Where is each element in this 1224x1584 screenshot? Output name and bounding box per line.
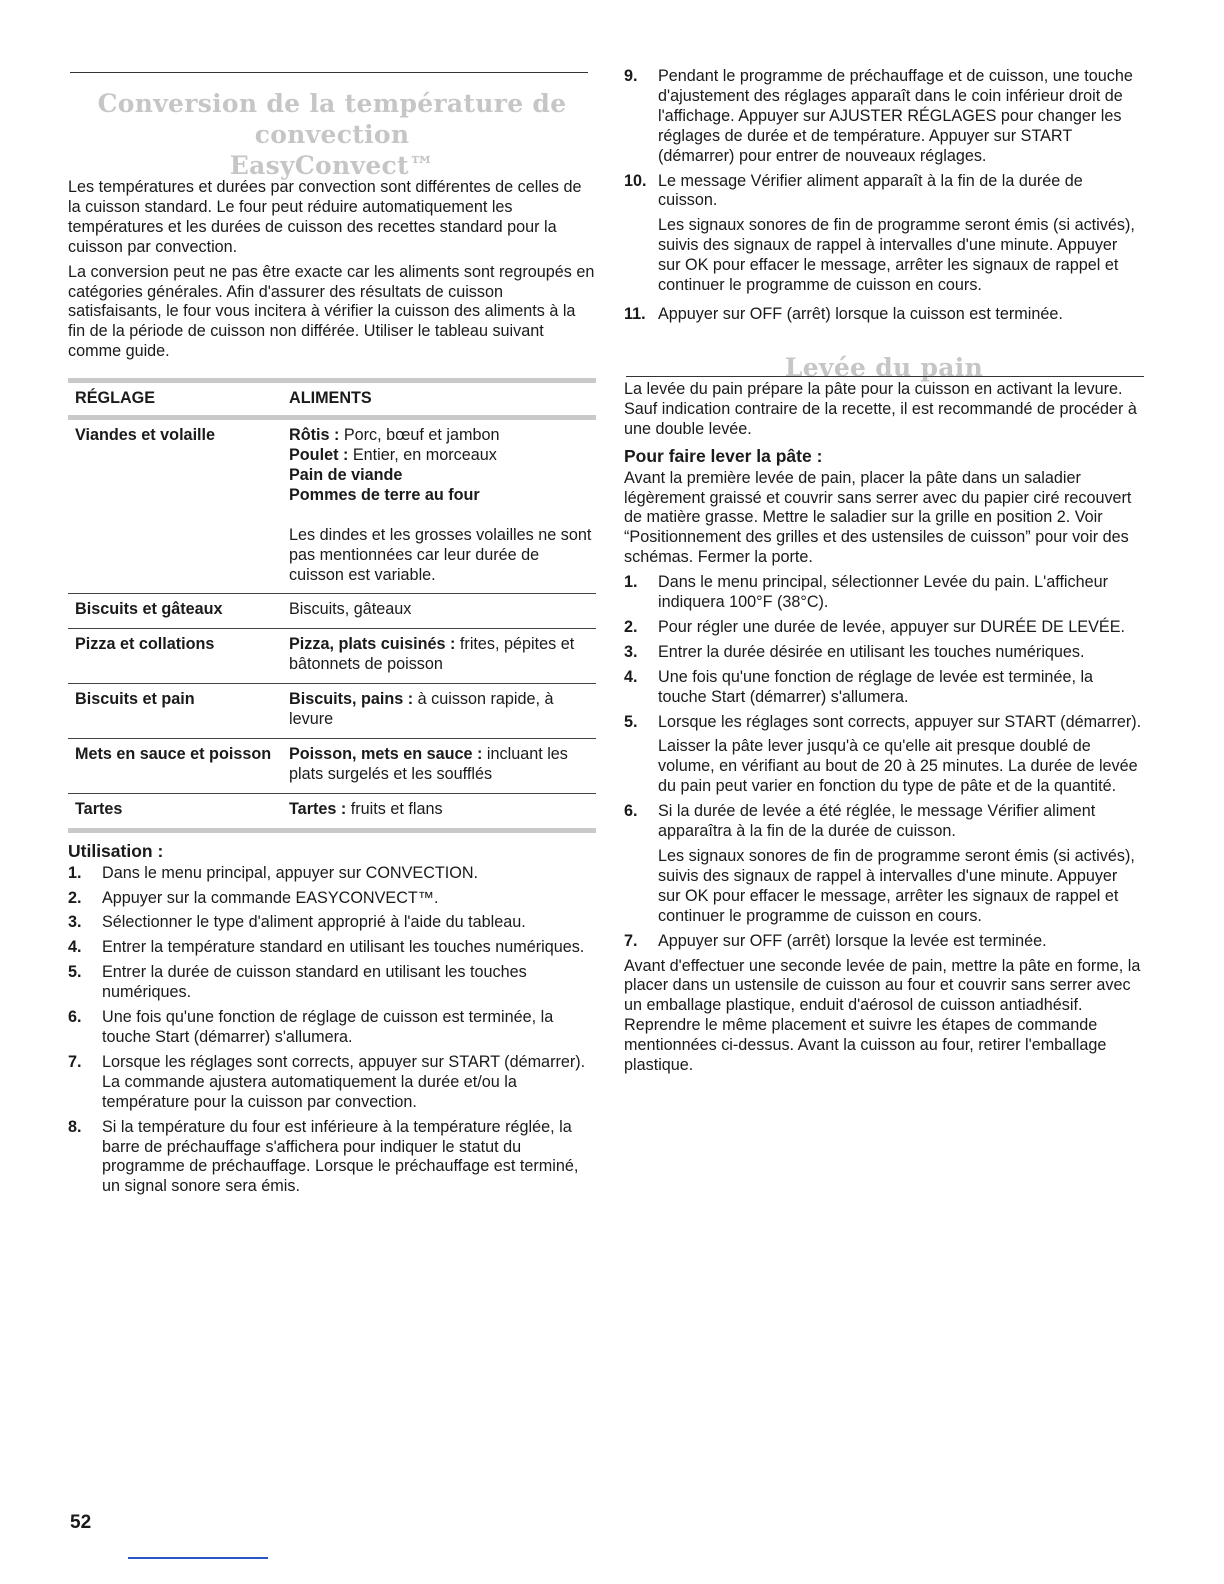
step-text: Une fois qu'une fonction de réglage de levée est terminée, la touche Start (démarrer) s'allumera. — [658, 667, 1094, 706]
step-text: Dans le menu principal, sélectionner Levée du pain. L'afficheur indiquera 100°F (38°C). — [658, 573, 1109, 612]
step-text: Appuyer sur la commande EASYCONVECT™. — [102, 888, 439, 907]
food-text: Entier, en morceaux — [348, 445, 497, 464]
list-item — [68, 1053, 596, 1113]
list-item — [68, 889, 596, 909]
step-text: Pour régler une durée de levée, appuyer sur DURÉE DE LEVÉE. — [658, 617, 1125, 636]
list-item — [624, 573, 1144, 613]
food-label: Pizza, plats cuisinés : — [289, 635, 456, 654]
step-extra: Les signaux sonores de fin de programme seront émis (si activés), suivis des signaux de rappel à intervalles d'une minute. Appuyer sur OK pour effacer le message, arrêter les signaux de rappel et continuer le programme de cuisson en cours. — [658, 847, 1135, 925]
proofing-outro: Avant d'effectuer une seconde levée de pain, mettre la pâte en forme, la placer dans un ustensile de cuisson au four et couvrir sans serrer avec un emballage plastique, enduit d'aérosol de cuisson antiadhésif. Reprendre le même placement et suivre les étapes de commande mentionnées ci-dessus. Avant la cuisson au four, retirer l'emballage plastique. — [624, 956, 1141, 1075]
step-text: Le message Vérifier aliment apparaît à la fin de la durée de cuisson. — [658, 171, 1083, 210]
food-label: Pommes de terre au four — [289, 485, 480, 504]
proofing-intro: La levée du pain prépare la pâte pour la cuisson en activant la levure. Sauf indication contraire de la recette, il est recommandé de procéder à une double levée. — [624, 379, 1137, 438]
row-category: Pizza et collations — [75, 635, 215, 654]
header-foods: ALIMENTS — [289, 389, 372, 408]
food-text: incluant les plats surgelés et les soufflés — [289, 744, 568, 783]
step-number: 4. — [68, 938, 82, 957]
convection-title-line2: EasyConvect™ — [229, 151, 435, 180]
convection-title-line1: Conversion de la température de convection — [97, 89, 567, 149]
step-number: 2. — [68, 888, 82, 907]
step-number: 4. — [624, 667, 638, 686]
step-text: Si la température du four est inférieure à la température réglée, la barre de préchauffage s'affichera pour indiquer le statut du programme de préchauffage. Lorsque le préchauffage est terminé, un signal sonore sera émis. — [102, 1117, 579, 1196]
usage-title: Utilisation : — [68, 840, 164, 861]
list-item — [68, 864, 596, 884]
step-text: Appuyer sur OFF (arrêt) lorsque la levée est terminée. — [658, 931, 1047, 950]
step-number: 1. — [68, 863, 82, 882]
table-row — [68, 684, 596, 739]
step-extra: Les signaux sonores de fin de programme seront émis (si activés), suivis des signaux de rappel à intervalles d'une minute. Appuyer sur OK pour effacer le message, arrêter les signaux de rappel et continuer le programme de cuisson en cours. — [658, 216, 1135, 295]
list-item — [68, 938, 596, 958]
row-category: Viandes et volaille — [75, 426, 216, 445]
table-row — [68, 793, 596, 830]
step-number: 9. — [624, 67, 638, 85]
row-foods — [282, 629, 596, 684]
row-foods — [282, 418, 596, 594]
list-item — [624, 932, 1144, 952]
row-category: Biscuits et gâteaux — [75, 600, 223, 619]
list-item — [624, 172, 1144, 296]
step-text: Si la durée de levée a été réglée, le message Vérifier aliment apparaîtra à la fin de la durée de cuisson. — [658, 802, 1096, 841]
table-row — [68, 418, 596, 594]
usage-steps-left — [68, 864, 596, 1198]
list-item — [624, 668, 1144, 708]
step-number: 11. — [624, 304, 646, 323]
usage-steps-right — [624, 67, 1144, 325]
right-column — [624, 67, 1144, 1076]
table-header-row — [68, 381, 596, 418]
proofing-title: Levée du pain — [784, 352, 984, 382]
step-text: Sélectionner le type d'aliment approprié à l'aide du tableau. — [102, 913, 526, 932]
step-text: Dans le menu principal, appuyer sur CONVECTION. — [102, 863, 479, 882]
step-body — [658, 713, 1144, 798]
convection-table — [68, 378, 596, 833]
row-foods: Biscuits, gâteaux — [289, 600, 412, 619]
food-label: Rôtis : — [289, 426, 340, 445]
list-item — [624, 618, 1144, 638]
proofing-sub-intro: Avant la première levée de pain, placer la pâte dans un saladier légèrement graissé et couvrir sans serrer avec du papier ciré recouvert de matière grasse. Mettre le saladier sur la grille en position 2. Voir “Positionnement des grilles et des ustensiles de cuisson” pour voir des schémas. Fermer la porte. — [624, 468, 1132, 567]
step-body — [658, 172, 1144, 296]
page-number: 52 — [70, 1512, 92, 1533]
food-label: Poisson, mets en sauce : — [289, 744, 483, 763]
header-setting: RÉGLAGE — [75, 389, 156, 408]
list-item — [68, 1008, 596, 1048]
list-item — [68, 963, 596, 1003]
step-extra: Laisser la pâte lever jusqu'à ce qu'elle ait presque doublé de volume, en vérifiant au bout de 20 à 25 minutes. La durée de levée du pain peut varier en fonction du type de pâte et de la quantité. — [658, 737, 1138, 796]
step-number: 7. — [68, 1052, 82, 1071]
list-item — [624, 802, 1144, 926]
list-item — [68, 913, 596, 933]
proofing-steps — [624, 573, 1144, 951]
food-label: Biscuits, pains : — [289, 690, 414, 709]
step-number: 6. — [624, 802, 638, 821]
food-label: Tartes : — [289, 799, 347, 818]
food-text: frites, pépites et bâtonnets de poisson — [289, 635, 575, 674]
step-text: Entrer la durée de cuisson standard en utilisant les touches numériques. — [102, 963, 527, 1002]
top-rule-left — [70, 72, 588, 73]
food-label: Pain de viande — [289, 465, 403, 484]
list-item — [68, 1118, 596, 1198]
step-text: Une fois qu'une fonction de réglage de cuisson est terminée, la touche Start (démarrer) s'allumera. — [102, 1008, 554, 1046]
table-row — [68, 629, 596, 684]
table-row — [68, 738, 596, 793]
step-text: Entrer la température standard en utilisant les touches numériques. — [102, 938, 585, 957]
list-item — [624, 67, 1144, 167]
step-number: 5. — [624, 712, 638, 731]
step-text: Lorsque les réglages sont corrects, appuyer sur START (démarrer). — [658, 712, 1142, 731]
list-item — [624, 643, 1144, 663]
food-text: fruits et flans — [346, 799, 443, 818]
list-item — [624, 713, 1144, 798]
convection-intro-2: La conversion peut ne pas être exacte car les aliments sont regroupés en catégories générales. Afin d'assurer des résultats de cuisson satisfaisants, le four vous incitera à vérifier la cuisson des aliments à la fin de la période de cuisson non différée. Utiliser le tableau suivant comme guide. — [68, 262, 595, 361]
step-number: 10. — [624, 171, 647, 190]
row-category: Biscuits et pain — [75, 690, 195, 709]
row-foods — [282, 738, 596, 793]
food-text: Porc, bœuf et jambon — [339, 426, 500, 445]
step-number: 5. — [68, 963, 82, 982]
step-text: Entrer la durée désirée en utilisant les touches numériques. — [658, 642, 1085, 661]
step-text: Pendant le programme de préchauffage et de cuisson, une touche d'ajustement des réglages apparaît dans le coin inférieur droit de l'affichage. Appuyer sur AJUSTER RÉGLAGES pour changer les réglages de durée et de température. Appuyer sur START (démarrer) pour entrer de nouveaux réglages. — [658, 67, 1133, 165]
left-column — [68, 88, 596, 1197]
step-number: 7. — [624, 931, 638, 950]
row-category: Mets en sauce et poisson — [75, 744, 272, 763]
row-foods — [282, 684, 596, 739]
step-text: Appuyer sur OFF (arrêt) lorsque la cuisson est terminée. — [658, 304, 1063, 323]
step-number: 6. — [68, 1008, 82, 1027]
step-number: 3. — [68, 913, 82, 932]
list-item — [624, 305, 1144, 325]
food-label: Poulet : — [289, 445, 349, 464]
row-category: Tartes — [75, 799, 123, 818]
step-body — [658, 802, 1144, 926]
row-foods — [282, 793, 596, 830]
step-number: 1. — [624, 573, 638, 592]
step-number: 2. — [624, 617, 638, 636]
convection-title — [68, 88, 596, 181]
footer-line — [128, 1557, 268, 1559]
proofing-subtitle: Pour faire lever la pâte : — [624, 445, 823, 466]
step-number: 8. — [68, 1117, 82, 1136]
food-text: à cuisson rapide, à levure — [289, 690, 554, 729]
step-text: Lorsque les réglages sont corrects, appuyer sur START (démarrer). La commande ajustera automatiquement la durée et/ou la température pour la cuisson par convection. — [102, 1052, 586, 1111]
section-rule — [626, 376, 1144, 377]
convection-intro-1: Les températures et durées par convection sont différentes de celles de la cuisson standard. Le four peut réduire automatiquement les températures et les durées de cuisson des recettes standard pour la cuisson par convection. — [68, 178, 582, 256]
food-note: Les dindes et les grosses volailles ne sont pas mentionnées car leur durée de cuisson est variable. — [289, 525, 592, 584]
step-number: 3. — [624, 642, 638, 661]
table-row — [68, 594, 596, 629]
